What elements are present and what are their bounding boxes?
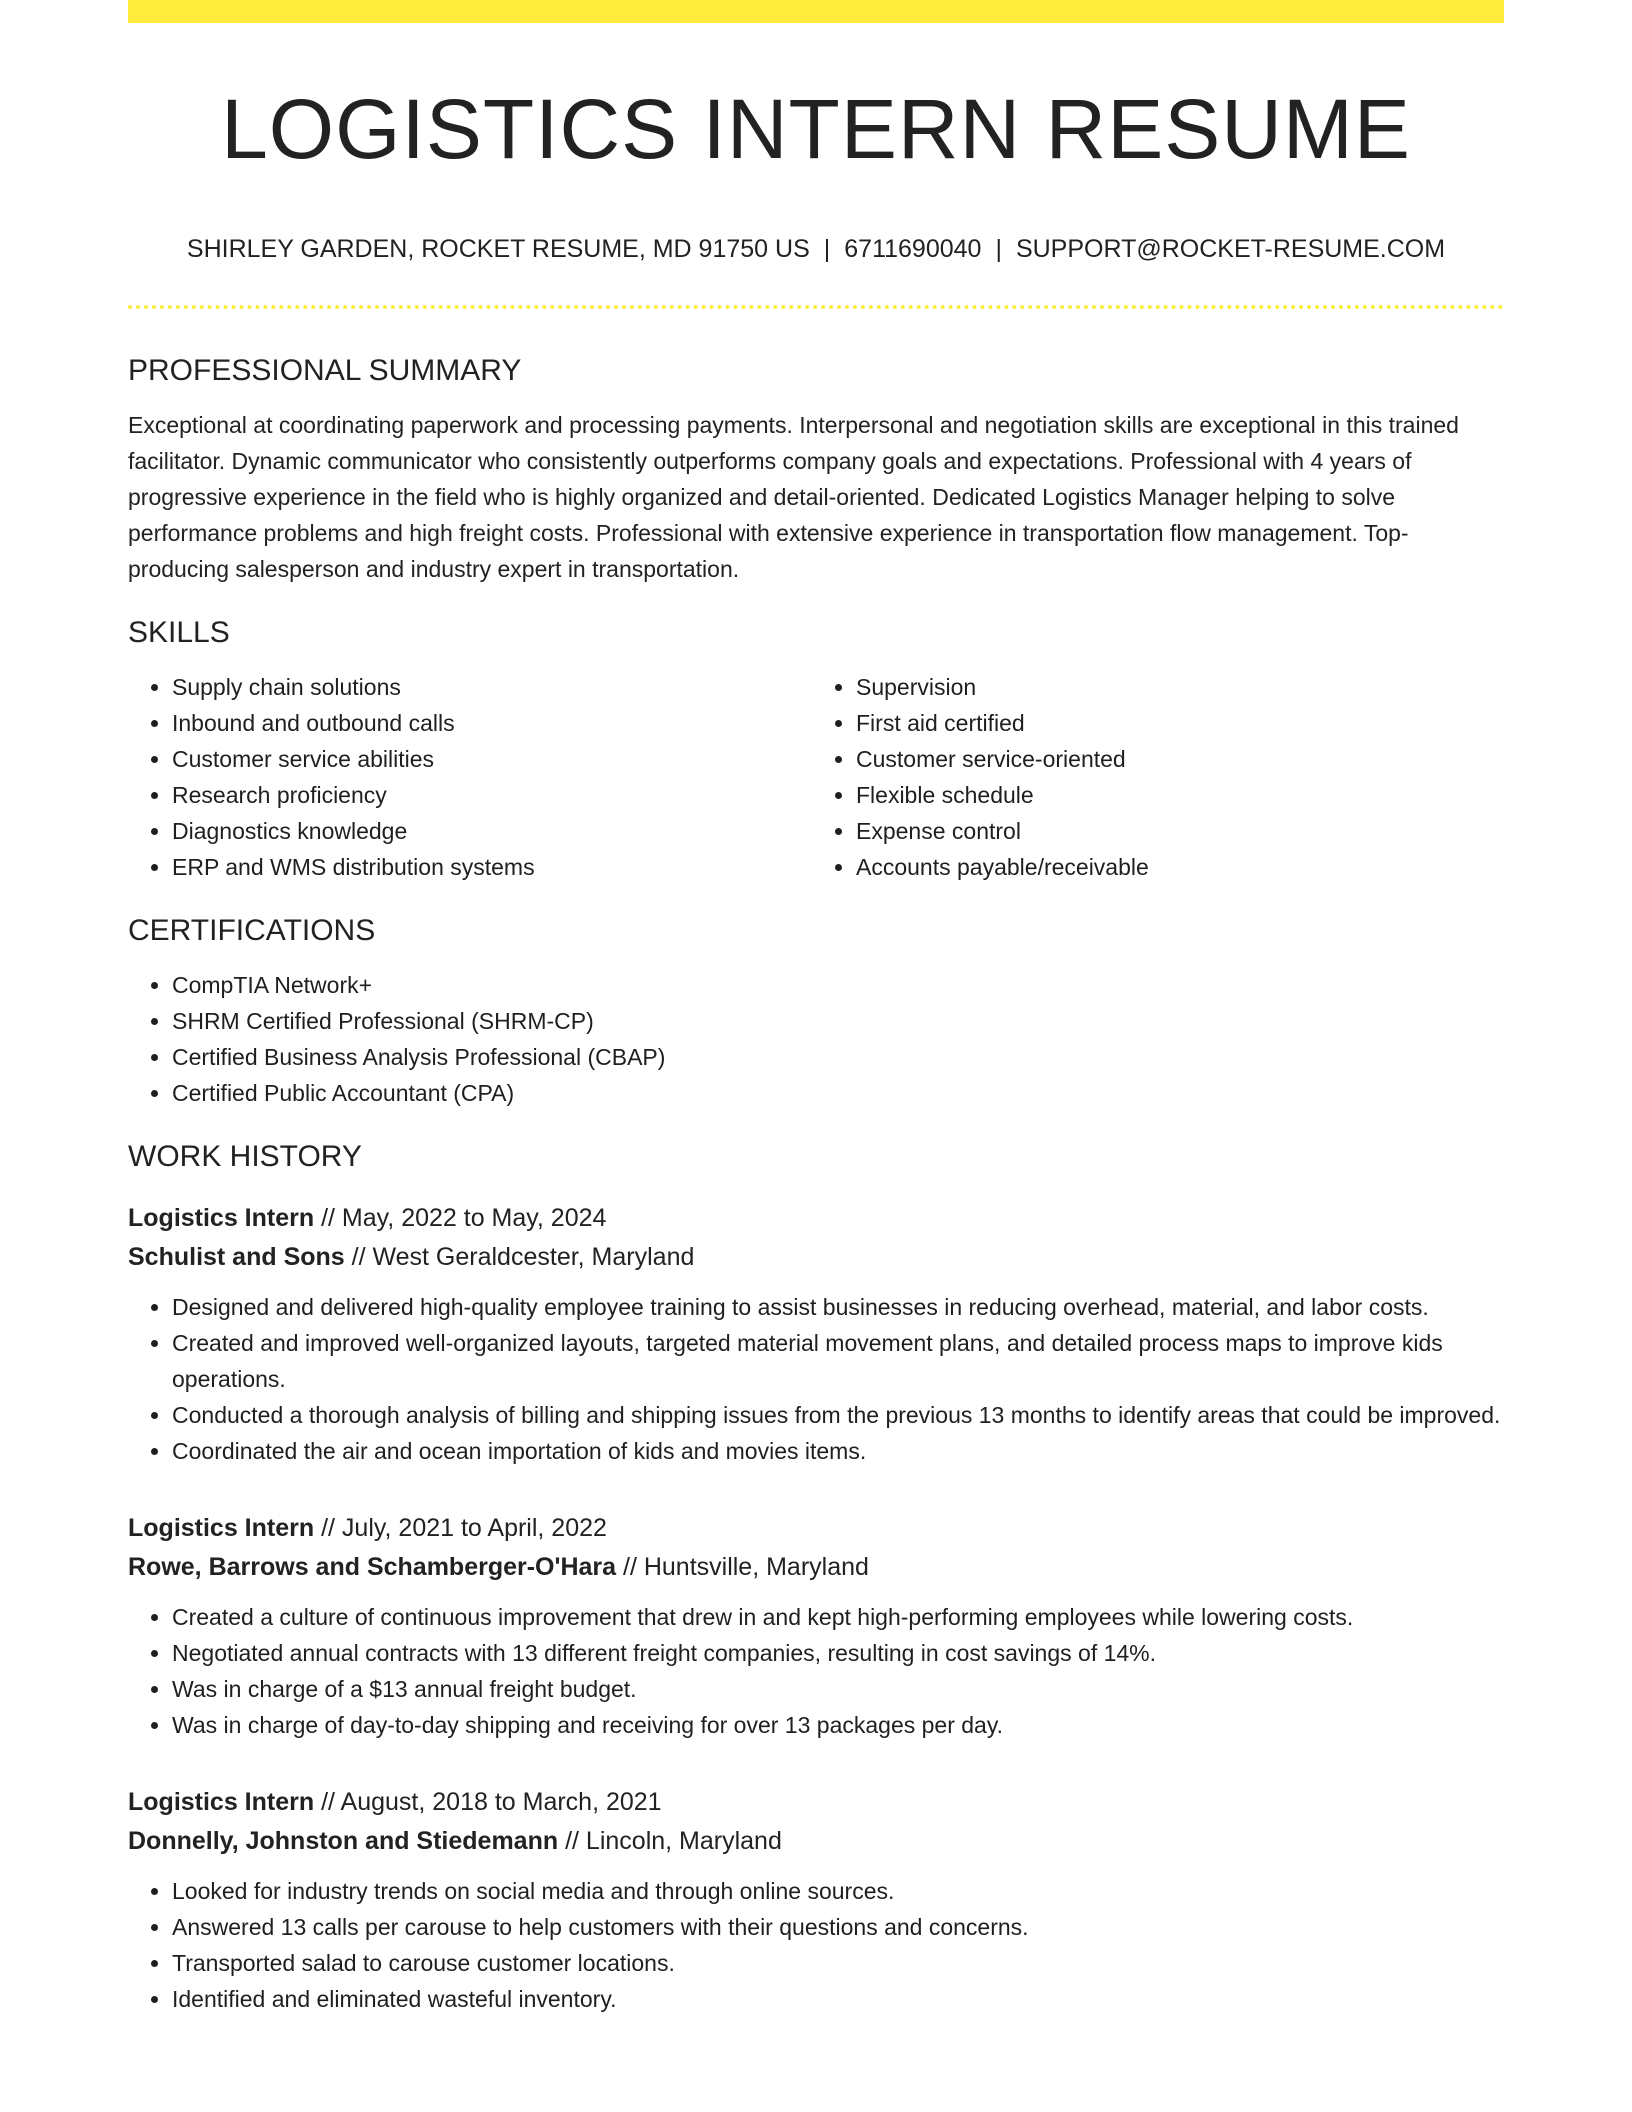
job-location: // West Geraldcester, Maryland (344, 1243, 695, 1271)
job-company-line (128, 1238, 1504, 1277)
job-bullet: • Negotiated annual contracts with 13 different freight companies, resulting in cost savings of 14%. (172, 1635, 1504, 1671)
job-entry (128, 1509, 1504, 1743)
job-company: Rowe, Barrows and Schamberger-O'Hara (128, 1553, 617, 1581)
job-company-line (128, 1548, 1504, 1587)
job-dates: // May, 2022 to May, 2024 (314, 1204, 607, 1232)
work-history-heading: WORK HISTORY (128, 1140, 362, 1173)
job-bullet: • Transported salad to carouse customer locations. (172, 1945, 1504, 1981)
job-bullet: • Was in charge of day-to-day shipping and receiving for over 13 packages per day. (172, 1707, 1504, 1743)
contact-address: SHIRLEY GARDEN, ROCKET RESUME, MD 91750 US (186, 235, 810, 263)
certifications-list (128, 967, 1504, 1111)
resume-page (128, 0, 1504, 2017)
job-bullets (128, 1873, 1504, 2017)
job-bullet: • Designed and delivered high-quality employee training to assist businesses in reducing overhead, material, and labor costs. (172, 1289, 1504, 1325)
skill-item: • Supervision (856, 669, 1506, 705)
job-title: Logistics Intern (128, 1788, 315, 1816)
work-history-section (128, 1139, 1504, 2017)
skill-item: • ERP and WMS distribution systems (172, 849, 806, 885)
summary-heading: PROFESSIONAL SUMMARY (128, 354, 522, 387)
certification-item: • SHRM Certified Professional (SHRM-CP) (172, 1003, 1504, 1039)
job-title: Logistics Intern (128, 1514, 315, 1542)
job-title-line (128, 1783, 1504, 1822)
skill-item: • Inbound and outbound calls (172, 705, 806, 741)
certification-item: • Certified Public Accountant (CPA) (172, 1075, 1504, 1111)
job-bullets (128, 1289, 1504, 1469)
job-entry (128, 1783, 1504, 2017)
job-title: Logistics Intern (128, 1204, 315, 1232)
skills-list-left (128, 669, 806, 885)
job-bullets (128, 1599, 1504, 1743)
job-title-line (128, 1509, 1504, 1548)
contact-email: SUPPORT@ROCKET-RESUME.COM (1015, 235, 1446, 263)
contact-line (128, 233, 1504, 265)
skill-item: • Diagnostics knowledge (172, 813, 806, 849)
job-company: Schulist and Sons (128, 1243, 345, 1271)
job-dates: // August, 2018 to March, 2021 (314, 1788, 662, 1816)
job-dates: // July, 2021 to April, 2022 (314, 1514, 607, 1542)
contact-phone: 6711690040 (844, 235, 982, 263)
skill-item: • Customer service abilities (172, 741, 806, 777)
job-bullet: • Created a culture of continuous improvement that drew in and kept high-performing employees while lowering costs. (172, 1599, 1504, 1635)
job-bullet: • Conducted a thorough analysis of billing and shipping issues from the previous 13 months to identify areas that could be improved. (172, 1397, 1504, 1433)
job-bullet: • Was in charge of a $13 annual freight budget. (172, 1671, 1504, 1707)
accent-top-bar (128, 0, 1504, 23)
page-title: LOGISTICS INTERN RESUME (221, 82, 1411, 176)
job-entry (128, 1199, 1504, 1469)
skills-heading: SKILLS (128, 616, 230, 649)
skills-list-right (806, 669, 1506, 885)
skill-item: • Customer service-oriented (856, 741, 1506, 777)
job-location: // Lincoln, Maryland (558, 1827, 782, 1855)
job-bullet: • Answered 13 calls per carouse to help customers with their questions and concerns. (172, 1909, 1504, 1945)
skill-item: • First aid certified (856, 705, 1506, 741)
skill-item: • Supply chain solutions (172, 669, 806, 705)
skills-section (128, 615, 1504, 885)
summary-section (128, 353, 1504, 587)
dotted-divider (128, 305, 1504, 309)
summary-text: Exceptional at coordinating paperwork and processing payments. Interpersonal and negotiation skills are exceptional in this trained facilitator. Dynamic communicator who consistently outperforms company goals and expectations. Professional with 4 years of progressive experience in the field who is highly organized and detail-oriented. Dedicated Logistics Manager helping to solve performance problems and high freight costs. Professional with extensive experience in transportation flow management. Top-producing salesperson and industry expert in transportation. (128, 412, 1459, 582)
skill-item: • Flexible schedule (856, 777, 1506, 813)
skills-grid (128, 669, 1504, 885)
job-bullet: • Created and improved well-organized layouts, targeted material movement plans, and detailed process maps to improve kids operations. (172, 1325, 1504, 1397)
certifications-section (128, 913, 1504, 1111)
job-bullet: • Coordinated the air and ocean importation of kids and movies items. (172, 1433, 1504, 1469)
job-bullet: • Looked for industry trends on social media and through online sources. (172, 1873, 1504, 1909)
certification-item: • Certified Business Analysis Professional (CBAP) (172, 1039, 1504, 1075)
skill-item: • Accounts payable/receivable (856, 849, 1506, 885)
job-title-line (128, 1199, 1504, 1238)
certification-item: • CompTIA Network+ (172, 967, 1504, 1003)
skill-item: • Research proficiency (172, 777, 806, 813)
skill-item: • Expense control (856, 813, 1506, 849)
job-bullet: • Identified and eliminated wasteful inventory. (172, 1981, 1504, 2017)
job-company: Donnelly, Johnston and Stiedemann (128, 1827, 559, 1855)
contact-separator: | (823, 235, 831, 263)
certifications-heading: CERTIFICATIONS (128, 914, 376, 947)
contact-separator: | (995, 235, 1002, 263)
job-location: // Huntsville, Maryland (616, 1553, 869, 1581)
job-company-line (128, 1822, 1504, 1861)
